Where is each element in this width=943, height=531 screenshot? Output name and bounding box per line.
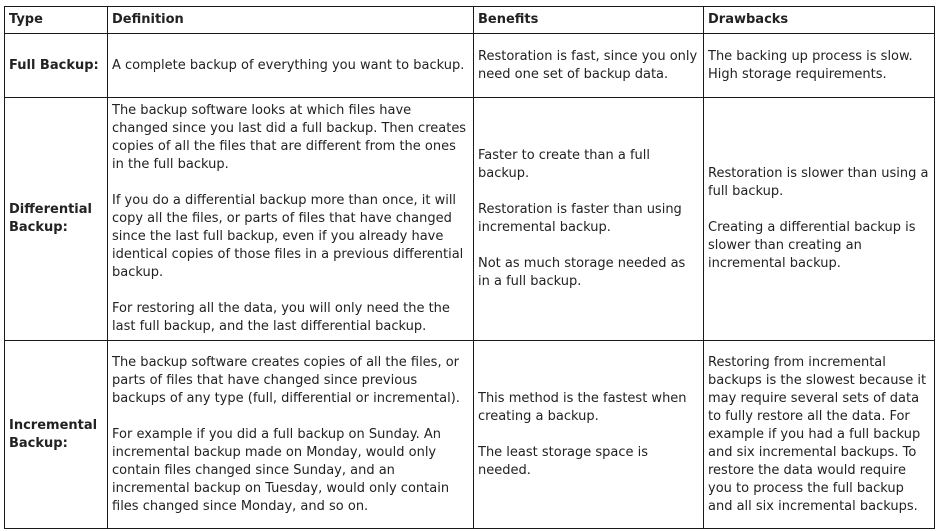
benefits-cell xyxy=(474,34,704,98)
table-row-full-backup xyxy=(5,34,935,98)
definition-text: The backup software creates copies of all the files, or parts of files that have changed since previous backups of any type (full, differential or incremental). xyxy=(112,354,460,406)
table-row-differential-backup xyxy=(5,98,935,341)
definition-text: The backup software looks at which files have changed since you last did a full backup. Then creates copies of all the files that are different from the ones in the full backup. xyxy=(112,103,467,172)
header-definition: Definition xyxy=(108,7,474,34)
drawbacks-text: The backing up process is slow. High storage requirements. xyxy=(708,48,913,82)
benefits-text: This method is the fastest when creating a backup. xyxy=(478,390,687,424)
benefits-cell xyxy=(474,98,704,341)
drawbacks-cell xyxy=(704,341,935,529)
table-body xyxy=(5,34,935,529)
type-cell: Full Backup: xyxy=(5,34,108,98)
table-row-incremental-backup xyxy=(5,341,935,529)
benefits-cell xyxy=(474,341,704,529)
type-cell: Incremental Backup: xyxy=(5,341,108,529)
header-drawbacks: Drawbacks xyxy=(704,7,935,34)
benefits-text: Faster to create than a full backup. xyxy=(478,148,650,181)
definition-text: For restoring all the data, you will only need the the last full backup, and the last differential backup. xyxy=(112,301,450,334)
benefits-text: Not as much storage needed as in a full backup. xyxy=(478,256,686,289)
definition-cell xyxy=(108,98,474,341)
definition-cell xyxy=(108,34,474,98)
type-cell: Differential Backup: xyxy=(5,98,108,341)
definition-text: If you do a differential backup more than once, it will copy all the files, or parts of files that have changed since the last full backup, even if you already have identical copies of those files in a previous differential backup. xyxy=(112,193,464,280)
benefits-text: Restoration is fast, since you only need one set of backup data. xyxy=(478,48,698,82)
definition-cell xyxy=(108,341,474,529)
drawbacks-text: Restoring from incremental backups is the slowest because it may require several sets of data to fully restore all the data. For example if you had a full backup and six incremental backups. To restore the data would require you to process the full backup and all six incremental backups. xyxy=(708,354,927,514)
table-header xyxy=(5,7,935,34)
benefits-text: Restoration is faster than using incremental backup. xyxy=(478,202,682,235)
definition-text: A complete backup of everything you want to backup. xyxy=(112,57,465,73)
header-benefits: Benefits xyxy=(474,7,704,34)
header-row xyxy=(5,7,935,34)
header-type: Type xyxy=(5,7,108,34)
drawbacks-cell xyxy=(704,34,935,98)
benefits-text: The least storage space is needed. xyxy=(478,444,649,478)
drawbacks-text: Restoration is slower than using a full backup. xyxy=(708,166,929,199)
drawbacks-text: Creating a differential backup is slower than creating an incremental backup. xyxy=(708,220,916,271)
definition-text: For example if you did a full backup on Sunday. An incremental backup made on Monday, would only contain files changed since Sunday, and an incremental backup on Tuesday, would only contain files changed since Monday, and so on. xyxy=(112,426,450,514)
backup-comparison-table xyxy=(4,6,935,529)
drawbacks-cell xyxy=(704,98,935,341)
